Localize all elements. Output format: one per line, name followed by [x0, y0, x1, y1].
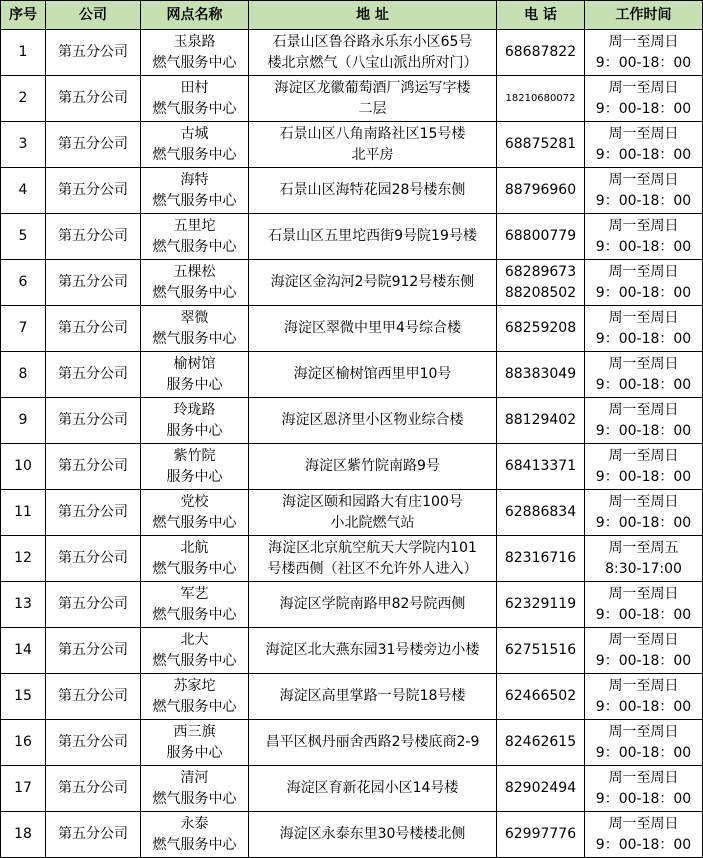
cell-hours: [585, 30, 703, 76]
cell-name: [141, 306, 249, 352]
cell-hours-line: 周一至周五: [608, 539, 679, 556]
cell-address-line: 北平房: [351, 146, 394, 163]
cell-name: [141, 490, 249, 536]
cell-hours-line: 9：00-18：00: [595, 652, 692, 669]
cell-phone-line: 62466502: [504, 688, 577, 704]
table-row: [1, 306, 703, 352]
cell-no: 14: [1, 628, 46, 674]
cell-address: [249, 260, 497, 306]
cell-name-line: 西三旗: [173, 723, 216, 740]
cell-hours: [585, 628, 703, 674]
cell-no: 6: [1, 260, 46, 306]
cell-phone: [497, 30, 585, 76]
cell-address-line: 海淀区育新花园小区14号楼: [286, 780, 459, 796]
cell-hours: [585, 398, 703, 444]
cell-name: [141, 766, 249, 812]
cell-company: 第五分公司: [46, 536, 141, 582]
cell-address: [249, 812, 497, 858]
cell-name: [141, 76, 249, 122]
cell-name-line: 五棵松: [173, 263, 216, 280]
cell-name-line: 燃气服务中心: [152, 330, 237, 347]
cell-name-line: 服务中心: [166, 422, 223, 439]
cell-no: 8: [1, 352, 46, 398]
table-row: [1, 444, 703, 490]
cell-hours-line: 周一至周日: [608, 33, 679, 50]
cell-phone-line: 68413371: [504, 458, 577, 474]
cell-name-line: 翠微: [180, 309, 209, 326]
cell-company: 第五分公司: [46, 306, 141, 352]
cell-name-line: 五里坨: [173, 217, 216, 234]
table-row: [1, 812, 703, 858]
cell-phone-line: 68875281: [504, 136, 577, 152]
cell-no: 4: [1, 168, 46, 214]
cell-no: 3: [1, 122, 46, 168]
cell-hours: [585, 122, 703, 168]
cell-name-line: 服务中心: [166, 376, 223, 393]
cell-no: 1: [1, 30, 46, 76]
table-row: [1, 352, 703, 398]
cell-hours-line: 9：00-18：00: [595, 790, 692, 807]
cell-hours-line: 周一至周日: [608, 447, 679, 464]
cell-name-line: 北航: [180, 539, 209, 556]
cell-hours-line: 周一至周日: [608, 217, 679, 234]
cell-hours-line: 9：00-18：00: [595, 468, 692, 485]
cell-address-line: 石景山区五里坨西街9号院19号楼: [268, 228, 477, 244]
cell-no: 13: [1, 582, 46, 628]
cell-hours-line: 9：00-18：00: [595, 744, 692, 761]
cell-phone: [497, 260, 585, 306]
cell-address-line: 昌平区枫丹丽舍西路2号楼底商2-9: [265, 734, 480, 750]
cell-address-line: 小北院燃气站: [330, 514, 415, 531]
cell-name-line: 燃气服务中心: [152, 790, 237, 807]
cell-phone: [497, 168, 585, 214]
cell-address: [249, 720, 497, 766]
table-row: [1, 766, 703, 812]
cell-name: [141, 812, 249, 858]
cell-name-line: 燃气服务中心: [152, 54, 237, 71]
cell-no: 15: [1, 674, 46, 720]
cell-address-line: 海淀区高里掌路一号院18号楼: [279, 688, 466, 704]
cell-hours: [585, 536, 703, 582]
cell-phone-line: 62997776: [504, 826, 577, 842]
cell-address: [249, 628, 497, 674]
cell-company: 第五分公司: [46, 352, 141, 398]
cell-name: [141, 214, 249, 260]
cell-hours-line: 9：00-18：00: [595, 54, 692, 71]
cell-name-line: 燃气服务中心: [152, 238, 237, 255]
cell-hours-line: 周一至周日: [608, 171, 679, 188]
cell-name: [141, 536, 249, 582]
cell-company: 第五分公司: [46, 674, 141, 720]
cell-phone-line: 68289673: [504, 263, 577, 280]
cell-phone: [497, 306, 585, 352]
cell-no: 17: [1, 766, 46, 812]
cell-name-line: 紫竹院: [173, 447, 216, 464]
cell-hours-line: 9：00-18：00: [595, 146, 692, 163]
cell-hours-line: 9：00-18：00: [595, 376, 692, 393]
cell-company: 第五分公司: [46, 168, 141, 214]
cell-address: [249, 582, 497, 628]
cell-name: [141, 352, 249, 398]
cell-hours-line: 周一至周日: [608, 79, 679, 96]
cell-name: [141, 30, 249, 76]
cell-hours: [585, 766, 703, 812]
cell-phone: [497, 122, 585, 168]
cell-name-line: 军艺: [180, 585, 209, 602]
cell-phone: [497, 582, 585, 628]
cell-name: [141, 674, 249, 720]
cell-hours: [585, 582, 703, 628]
cell-hours: [585, 674, 703, 720]
cell-no: 9: [1, 398, 46, 444]
table-row: [1, 122, 703, 168]
header-hours: 工作时间: [585, 1, 703, 30]
cell-address-line: 石景山区海特花园28号楼东侧: [279, 182, 466, 198]
cell-name-line: 永泰: [180, 815, 209, 832]
cell-hours-line: 9：00-18：00: [595, 606, 692, 623]
cell-hours-line: 周一至周日: [608, 677, 679, 694]
cell-address: [249, 76, 497, 122]
header-address: 地 址: [249, 1, 497, 30]
cell-name-line: 燃气服务中心: [152, 698, 237, 715]
cell-name: [141, 582, 249, 628]
cell-hours-line: 9：00-18：00: [595, 514, 692, 531]
cell-name-line: 燃气服务中心: [152, 652, 237, 669]
cell-phone-line: 88208502: [504, 284, 577, 301]
table-row: [1, 214, 703, 260]
cell-phone: [497, 720, 585, 766]
cell-hours-line: 周一至周日: [608, 401, 679, 418]
cell-name-line: 北大: [180, 631, 209, 648]
cell-phone-line: 88796960: [504, 182, 577, 198]
cell-hours: [585, 444, 703, 490]
table-row: [1, 536, 703, 582]
cell-no: 11: [1, 490, 46, 536]
cell-address-line: 二层: [358, 100, 387, 117]
table-row: [1, 674, 703, 720]
cell-name-line: 榆树馆: [173, 355, 216, 372]
cell-no: 2: [1, 76, 46, 122]
cell-phone-line: 62886834: [504, 504, 577, 520]
cell-hours: [585, 352, 703, 398]
cell-no: 16: [1, 720, 46, 766]
cell-company: 第五分公司: [46, 30, 141, 76]
cell-name-line: 燃气服务中心: [152, 606, 237, 623]
cell-address-line: 石景山区八角南路社区15号楼: [279, 125, 466, 142]
cell-name-line: 燃气服务中心: [152, 514, 237, 531]
cell-phone: [497, 674, 585, 720]
cell-company: 第五分公司: [46, 214, 141, 260]
cell-phone: [497, 766, 585, 812]
cell-name: [141, 720, 249, 766]
cell-hours-line: 9：00-18：00: [595, 836, 692, 853]
cell-hours-line: 周一至周日: [608, 815, 679, 832]
header-phone: 电 话: [497, 1, 585, 30]
cell-name: [141, 398, 249, 444]
cell-phone: [497, 812, 585, 858]
cell-phone-line: 68687822: [504, 44, 577, 60]
cell-hours: [585, 306, 703, 352]
cell-company: 第五分公司: [46, 812, 141, 858]
cell-phone-line: 68259208: [504, 320, 577, 336]
cell-name-line: 燃气服务中心: [152, 192, 237, 209]
cell-hours-line: 周一至周日: [608, 631, 679, 648]
cell-hours-line: 9：00-18：00: [595, 284, 692, 301]
cell-company: 第五分公司: [46, 76, 141, 122]
cell-address-line: 海淀区北大燕东园31号楼旁边小楼: [265, 642, 480, 658]
cell-company: 第五分公司: [46, 720, 141, 766]
cell-address-line: 海淀区紫竹院南路9号: [305, 458, 440, 474]
cell-hours-line: 8:30-17:00: [605, 560, 682, 577]
cell-phone-line: 88383049: [504, 366, 577, 382]
cell-phone-line: 62751516: [504, 642, 577, 658]
cell-phone: [497, 352, 585, 398]
cell-phone-line: 62329119: [504, 596, 577, 612]
cell-address: [249, 674, 497, 720]
cell-name: [141, 628, 249, 674]
table-row: [1, 398, 703, 444]
cell-phone: [497, 76, 585, 122]
cell-phone: [497, 628, 585, 674]
cell-phone: [497, 536, 585, 582]
cell-company: 第五分公司: [46, 490, 141, 536]
cell-hours-line: 9：00-18：00: [595, 698, 692, 715]
cell-hours-line: 9：00-18：00: [595, 422, 692, 439]
cell-company: 第五分公司: [46, 628, 141, 674]
cell-hours-line: 周一至周日: [608, 263, 679, 280]
cell-name-line: 燃气服务中心: [152, 560, 237, 577]
cell-name-line: 玲珑路: [173, 401, 216, 418]
cell-hours-line: 周一至周日: [608, 493, 679, 510]
cell-company: 第五分公司: [46, 582, 141, 628]
cell-hours: [585, 214, 703, 260]
cell-address-line: 海淀区翠微中里甲4号综合楼: [284, 320, 461, 336]
cell-hours: [585, 260, 703, 306]
table-row: [1, 490, 703, 536]
cell-address-line: 楼北京燃气（八宝山派出所对门）: [267, 54, 478, 71]
cell-address: [249, 168, 497, 214]
cell-hours-line: 周一至周日: [608, 723, 679, 740]
cell-hours-line: 9：00-18：00: [595, 192, 692, 209]
cell-address: [249, 490, 497, 536]
cell-address-line: 海淀区榆树馆西里甲10号: [293, 366, 452, 382]
cell-name: [141, 168, 249, 214]
cell-name-line: 党校: [180, 493, 209, 510]
cell-name-line: 燃气服务中心: [152, 836, 237, 853]
cell-company: 第五分公司: [46, 122, 141, 168]
cell-name-line: 燃气服务中心: [152, 100, 237, 117]
table-row: [1, 582, 703, 628]
cell-phone-line: 68800779: [504, 228, 577, 244]
cell-address: [249, 766, 497, 812]
cell-hours: [585, 168, 703, 214]
header-name: 网点名称: [141, 1, 249, 30]
cell-phone-line: 82316716: [504, 550, 577, 566]
header-no: 序号: [1, 1, 46, 30]
table-row: [1, 720, 703, 766]
header-company: 公司: [46, 1, 141, 30]
cell-name-line: 海特: [180, 171, 209, 188]
cell-hours: [585, 76, 703, 122]
cell-hours-line: 9：00-18：00: [595, 100, 692, 117]
header-row: [1, 1, 703, 30]
cell-address: [249, 352, 497, 398]
cell-name-line: 古城: [180, 125, 209, 142]
cell-phone: [497, 214, 585, 260]
cell-address-line: 海淀区北京航空航天大学院内101: [268, 539, 477, 556]
cell-name-line: 清河: [180, 769, 209, 786]
cell-address-line: 号楼西侧（社区不允许外人进入）: [267, 560, 478, 577]
cell-name-line: 苏家坨: [173, 677, 216, 694]
table-row: [1, 168, 703, 214]
cell-hours-line: 周一至周日: [608, 309, 679, 326]
cell-phone-line: 88129402: [504, 412, 577, 428]
cell-name-line: 玉泉路: [173, 33, 216, 50]
cell-company: 第五分公司: [46, 260, 141, 306]
cell-no: 18: [1, 812, 46, 858]
cell-no: 12: [1, 536, 46, 582]
table-row: [1, 30, 703, 76]
table-body: [1, 30, 703, 858]
table-header: [1, 1, 703, 30]
cell-name-line: 燃气服务中心: [152, 146, 237, 163]
cell-name: [141, 444, 249, 490]
cell-company: 第五分公司: [46, 398, 141, 444]
cell-phone: [497, 398, 585, 444]
cell-hours-line: 周一至周日: [608, 125, 679, 142]
cell-phone-line: 82902494: [504, 780, 577, 796]
cell-name-line: 服务中心: [166, 744, 223, 761]
cell-no: 10: [1, 444, 46, 490]
cell-address-line: 海淀区颐和园路大有庄100号: [282, 493, 463, 510]
cell-no: 7: [1, 306, 46, 352]
cell-phone: [497, 490, 585, 536]
cell-phone: [497, 444, 585, 490]
cell-company: 第五分公司: [46, 766, 141, 812]
cell-hours-line: 周一至周日: [608, 769, 679, 786]
table-row: [1, 76, 703, 122]
cell-name-line: 燃气服务中心: [152, 284, 237, 301]
cell-hours-line: 周一至周日: [608, 355, 679, 372]
cell-address-line: 海淀区永泰东里30号楼楼北侧: [279, 826, 466, 842]
cell-address-line: 海淀区龙徽葡萄酒厂鸿运写字楼: [274, 79, 471, 96]
cell-address: [249, 30, 497, 76]
cell-hours-line: 周一至周日: [608, 585, 679, 602]
cell-address: [249, 122, 497, 168]
cell-address-line: 石景山区鲁谷路永乐东小区65号: [272, 33, 473, 50]
cell-address-line: 海淀区金沟河2号院912号楼东侧: [270, 274, 475, 290]
cell-no: 5: [1, 214, 46, 260]
cell-address: [249, 536, 497, 582]
cell-hours: [585, 490, 703, 536]
cell-hours-line: 9：00-18：00: [595, 238, 692, 255]
cell-address-line: 海淀区恩济里小区物业综合楼: [281, 412, 464, 428]
cell-hours: [585, 812, 703, 858]
cell-name: [141, 122, 249, 168]
cell-company: 第五分公司: [46, 444, 141, 490]
table-row: [1, 260, 703, 306]
cell-name-line: 服务中心: [166, 468, 223, 485]
cell-address: [249, 444, 497, 490]
cell-address: [249, 214, 497, 260]
cell-address-line: 海淀区学院南路甲82号院西侧: [279, 596, 466, 612]
cell-name-line: 田村: [180, 79, 209, 96]
cell-phone-line: 82462615: [504, 734, 577, 750]
table-row: [1, 628, 703, 674]
cell-address: [249, 306, 497, 352]
cell-address: [249, 398, 497, 444]
cell-hours: [585, 720, 703, 766]
cell-hours-line: 9：00-18：00: [595, 330, 692, 347]
cell-name: [141, 260, 249, 306]
cell-phone-line: 18210680072: [505, 93, 576, 104]
